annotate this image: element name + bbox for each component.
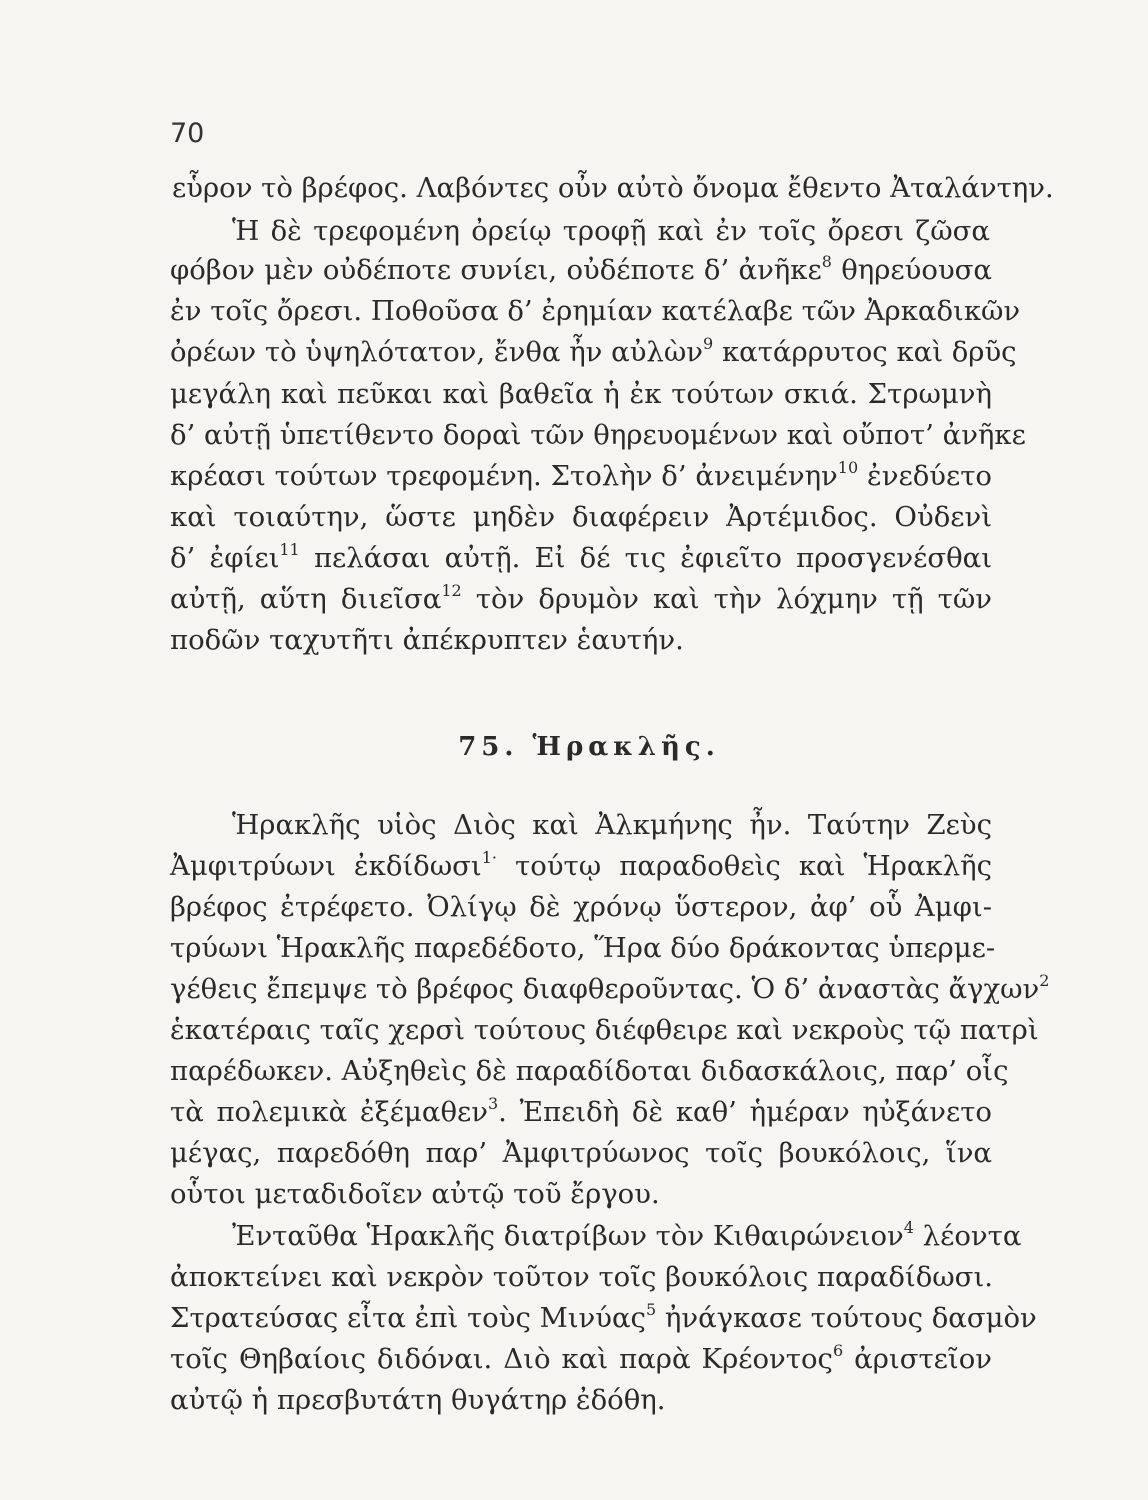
text-line: ὀρέων τὸ ὑψηλότατον, ἔνθα ἦν αὐλὼν$^9$ κατάρρυτος καὶ δρῦς: [170, 334, 1017, 368]
text-line: Ἡ δὲ τρεφομένη ὀρείῳ τροφῇ καὶ ἐν τοῖς ὄρεσι ζῶσα: [232, 215, 990, 247]
text-line: Ἡρακλῆς υἱὸς Διὸς καὶ Ἀλκμήνης ἦν. Ταύτην Ζεὺς: [232, 809, 992, 841]
text-line: αὐτῷ ἡ πρεσβυτάτη θυγάτηρ ἐδόθη.: [170, 1384, 666, 1416]
text-line: Στρατεύσας εἶτα ἐπὶ τοὺς Μινύας$^5$ ἠνάγκασε τούτους δασμὸν: [170, 1300, 1037, 1334]
text-line: ἐν τοῖς ὄρεσι. Ποθοῦσα δ’ ἐρημίαν κατέλαβε τῶν Ἀρκαδικῶν: [170, 295, 1021, 327]
text-line: τρύωνι Ἡρακλῆς παρεδέδοτο, Ἥρα δύο δράκοντας ὑπερμε-: [170, 932, 996, 964]
text-line: γέθεις ἔπεμψε τὸ βρέφος διαφθεροῦντας. Ὁ δ’ ἀναστὰς ἄγχων$^2$: [170, 971, 1050, 1005]
page-number: 70: [170, 118, 205, 149]
text-line: τοῖς Θηβαίοις διδόναι. Διὸ καὶ παρὰ Κρέοντος$^6$ ἀριστεῖον: [170, 1341, 992, 1375]
text-line: βρέφος ἐτρέφετο. Ὀλίγῳ δὲ χρόνῳ ὕστερον, ἀφ’ οὗ Ἀμφι-: [170, 891, 992, 923]
text-line: κρέασι τούτων τρεφομένη. Στολὴν δ’ ἀνειμένην$^{10}$ ἐνεδύετο: [170, 458, 992, 492]
text-line: τὰ πολεμικὰ ἐξέμαθεν$^3$. Ἐπειδὴ δὲ καθ’ ἡμέραν ηὐξάνετο: [170, 1094, 992, 1128]
text-line: δ’ ἐφίει$^{11}$ πελάσαι αὐτῇ. Εἰ δέ τις ἐφιεῖτο προσγενέσθαι: [170, 540, 992, 574]
text-line: ἀποκτείνει καὶ νεκρὸν τοῦτον τοῖς βουκόλοις παραδίδωσι.: [170, 1261, 993, 1293]
text-line: δ’ αὐτῇ ὑπετίθεντο δοραὶ τῶν θηρευομένων καὶ οὔποτ’ ἀνῆκε: [170, 419, 1026, 451]
text-line: φόβον μὲν οὐδέποτε συνίει, οὐδέποτε δ’ ἀνῆκε$^8$ θηρεύουσα: [170, 252, 993, 286]
text-line: ἑκατέραις ταῖς χερσὶ τούτους διέφθειρε καὶ νεκροὺς τῷ πατρὶ: [170, 1014, 1039, 1046]
text-line: παρέδωκεν. Αὐξηθεὶς δὲ παραδίδοται διδασκάλοις, παρ’ οἷς: [170, 1055, 1009, 1087]
text-line: Ἐνταῦθα Ἡρακλῆς διατρίβων τὸν Κιθαιρώνειον$^4$ λέοντα: [232, 1218, 1022, 1252]
text-line: οὗτοι μεταδιδοῖεν αὐτῷ τοῦ ἔργου.: [170, 1178, 660, 1210]
text-line: αὐτῇ, αὕτη διιεῖσα$^{12}$ τὸν δρυμὸν καὶ τὴν λόχμην τῇ τῶν: [170, 581, 992, 615]
text-line: μέγας, παρεδόθη παρ’ Ἀμφιτρύωνος τοῖς βουκόλοις, ἵνα: [170, 1137, 992, 1169]
text-line: Ἀμφιτρύωνι ἐκδίδωσι$^{1\cdot}$ τούτῳ παραδοθεὶς καὶ Ἡρακλῆς: [170, 848, 992, 882]
text-line: καὶ τοιαύτην, ὥστε μηδὲν διαφέρειν Ἀρτέμιδος. Οὐδενὶ: [170, 501, 992, 533]
text-line: ποδῶν ταχυτῆτι ἀπέκρυπτεν ἑαυτήν.: [170, 624, 684, 656]
text-line: μεγάλη καὶ πεῦκαι καὶ βαθεῖα ἡ ἐκ τούτων σκιά. Στρωμνὴ: [170, 378, 992, 410]
text-line: εὗρον τὸ βρέφος. Λαβόντες οὖν αὐτὸ ὄνομα ἔθεντο Ἀταλάντην.: [172, 172, 1054, 204]
section-heading: 75. Ἡρακλῆς.: [458, 732, 720, 762]
